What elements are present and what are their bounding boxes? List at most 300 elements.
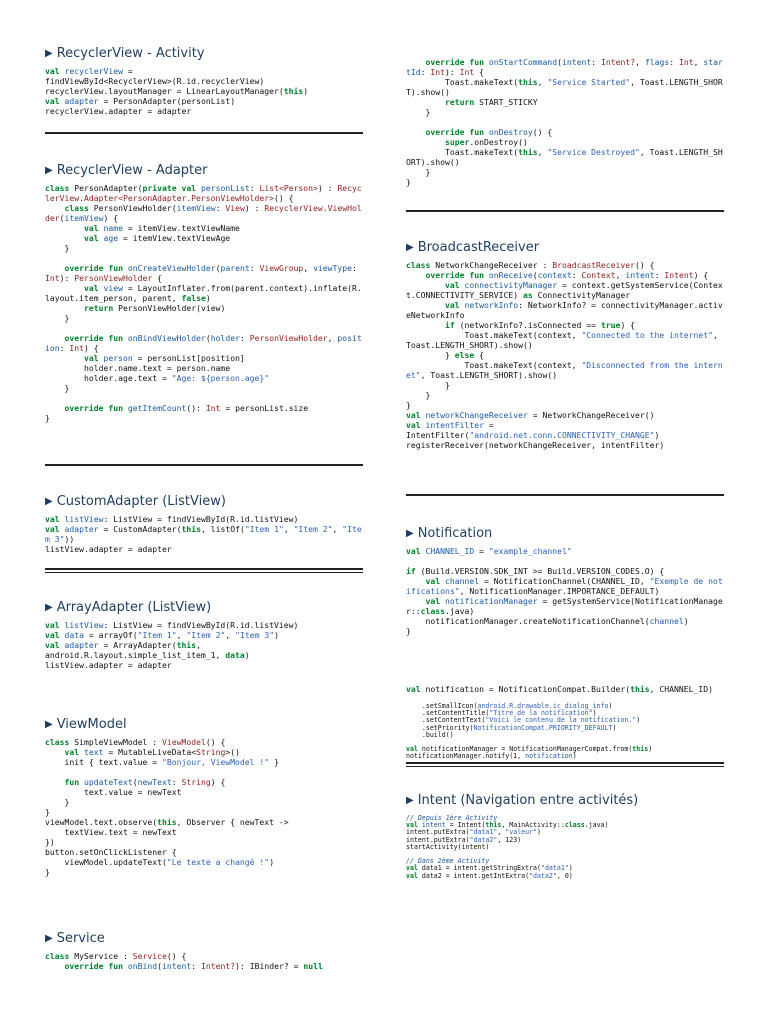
- code-token: ,: [693, 57, 704, 67]
- section-divider: [45, 132, 363, 134]
- triangle-bullet-icon: ▶: [45, 48, 53, 59]
- code-line: [45, 847, 177, 857]
- code-token: = personList.size: [220, 403, 309, 413]
- code-token: }: [406, 400, 411, 410]
- code-token: .setContentTitle(: [406, 709, 490, 718]
- code-token: ) {: [620, 320, 636, 330]
- code-line: [45, 303, 225, 313]
- code-token: }: [45, 313, 70, 323]
- code-token: = context.getSystemService(Context.CONNECTIVITY_SERVICE): [406, 280, 723, 300]
- code-token: }: [45, 383, 70, 393]
- code-token: Int: [205, 403, 221, 413]
- code-block: [406, 260, 724, 450]
- code-line: [406, 320, 635, 330]
- code-token: [45, 223, 84, 233]
- code-token: >(): [225, 747, 240, 757]
- code-token: flags: [644, 57, 670, 67]
- code-token: ): [537, 828, 542, 837]
- section-title: ▶ ViewModel: [45, 717, 127, 732]
- code-token: Int: [69, 343, 84, 353]
- code-token: ): [683, 616, 689, 626]
- code-token: adapter: [64, 96, 99, 106]
- code-token: :: [654, 270, 665, 280]
- code-line: [45, 96, 235, 106]
- code-token: {: [474, 67, 484, 77]
- code-token: ): [303, 86, 309, 96]
- code-line: [45, 106, 191, 116]
- section-service: [45, 931, 363, 971]
- code-token: [45, 333, 65, 343]
- code-line: [45, 203, 362, 223]
- code-token: class: [406, 260, 436, 270]
- code-token: (: [205, 333, 211, 343]
- code-token: fun: [64, 777, 84, 787]
- code-token: val: [45, 630, 65, 640]
- code-token: recyclerView: [64, 66, 123, 76]
- code-line: [45, 413, 50, 423]
- code-token: channel: [649, 616, 684, 626]
- code-token: ,: [615, 270, 626, 280]
- code-token: override fun: [64, 263, 128, 273]
- code-line: [406, 97, 538, 107]
- code-line: [45, 757, 279, 767]
- code-token: Toast.makeText(: [406, 147, 519, 157]
- code-line: [45, 630, 279, 640]
- code-token: ViewGroup: [259, 263, 304, 273]
- code-token: = ArrayAdapter(: [98, 640, 177, 650]
- code-token: false: [181, 293, 206, 303]
- code-token: }: [45, 243, 70, 253]
- code-token: () {: [166, 951, 187, 961]
- code-token: // Dans 2ème Activity: [406, 857, 490, 866]
- code-token: this: [518, 77, 538, 87]
- code-token: NetworkChangeReceiver :: [435, 260, 553, 270]
- code-token: :: [420, 67, 431, 77]
- code-token: val: [425, 576, 445, 586]
- code-line: [45, 650, 250, 660]
- code-token: Int: [459, 67, 475, 77]
- code-token: "Age: ${person.age}": [171, 373, 270, 383]
- code-line: [45, 857, 274, 867]
- code-token: view: [103, 283, 123, 293]
- code-line: [45, 524, 362, 544]
- code-line: [406, 260, 655, 270]
- section-broadcastreceiver: [406, 240, 724, 450]
- code-token: textView.text = newText: [45, 827, 177, 837]
- code-token: (: [532, 270, 538, 280]
- code-token: }: [269, 757, 279, 767]
- code-token: class: [420, 606, 445, 616]
- code-token: "valeur": [505, 828, 538, 837]
- code-token: val: [406, 821, 422, 830]
- section-service-continued: [406, 57, 724, 187]
- code-token: }: [406, 107, 431, 117]
- code-line: [45, 283, 362, 303]
- code-token: val: [406, 684, 426, 694]
- code-line: [45, 333, 362, 353]
- code-token: onBind: [127, 961, 158, 971]
- code-token: viewModel.updateText(: [45, 857, 167, 867]
- code-token: else: [454, 350, 480, 360]
- code-token: [45, 303, 84, 313]
- code-token: "Service Started": [547, 77, 631, 87]
- code-line: [45, 373, 269, 383]
- code-token: Int: [678, 57, 694, 67]
- code-token: val: [45, 640, 65, 650]
- code-token: return: [444, 97, 480, 107]
- code-token: RecyclerView.ViewHolder: [45, 203, 362, 223]
- code-token: .setContentText(: [406, 716, 486, 725]
- code-token: networkChangeReceiver: [425, 410, 528, 420]
- code-token: = getSystemService(NotificationManager::: [406, 596, 723, 616]
- code-token: , CHANNEL_ID): [649, 684, 714, 694]
- code-line: [406, 596, 723, 616]
- code-token: this: [518, 147, 538, 157]
- code-line: [45, 807, 50, 817]
- code-token: Intent: [664, 270, 694, 280]
- code-token: "Connected to the internet": [581, 330, 714, 340]
- code-block: [45, 951, 363, 971]
- code-token: recyclerView.layoutManager = LinearLayoutManager(: [45, 86, 284, 96]
- code-token: [45, 777, 65, 787]
- section-notification-builder: [406, 684, 724, 694]
- code-token: ): [648, 745, 653, 754]
- code-token: startId: [406, 57, 723, 77]
- code-token: listView: [64, 514, 104, 524]
- code-token: }: [406, 390, 431, 400]
- code-token: override fun: [425, 270, 489, 280]
- code-token: recyclerView.adapter = adapter: [45, 106, 192, 116]
- code-token: PersonViewHolder: [74, 273, 153, 283]
- code-token: this: [630, 684, 650, 694]
- code-token: data1 = intent.getStringExtra(: [421, 864, 541, 873]
- code-line: [406, 107, 430, 117]
- code-token: [406, 270, 426, 280]
- code-token: notification: [525, 752, 573, 761]
- section-title: ▶ CustomAdapter (ListView): [45, 494, 226, 509]
- code-token: [406, 576, 426, 586]
- code-token: Toast.makeText(context,: [406, 360, 582, 370]
- code-token: registerReceiver(networkChangeReceiver, intentFilter): [406, 440, 665, 450]
- code-token: .onDestroy(): [469, 137, 528, 147]
- code-line: [45, 223, 240, 233]
- code-token: listView.adapter = adapter: [45, 660, 172, 670]
- code-token: ): [572, 752, 577, 761]
- code-token: person: [103, 353, 133, 363]
- code-token: }: [406, 177, 411, 187]
- code-token: [45, 961, 65, 971]
- code-token: }: [45, 807, 50, 817]
- code-token: = itemView.textViewAge: [118, 233, 231, 243]
- code-token: adapter: [64, 524, 99, 534]
- code-token: intent: [625, 270, 655, 280]
- code-token: onCreateViewHolder: [127, 263, 216, 273]
- code-token: val: [83, 233, 104, 243]
- code-token: Service: [132, 951, 167, 961]
- code-token: (Build.VERSION.SDK_INT >= Build.VERSION_CODES.O) {: [420, 566, 665, 576]
- code-line: [45, 961, 323, 971]
- section-arrayadapter: [45, 600, 363, 670]
- code-token: ,: [225, 630, 236, 640]
- code-line: [45, 737, 225, 747]
- code-token: this: [283, 86, 304, 96]
- code-token: :: [239, 333, 250, 343]
- section-notification-builder-chain: [406, 703, 724, 761]
- code-token: ) {: [693, 270, 709, 280]
- code-token: ): [244, 650, 250, 660]
- code-token: onStartCommand: [488, 57, 558, 67]
- code-line: [406, 330, 723, 350]
- code-token: class: [564, 821, 585, 830]
- code-token: [406, 300, 445, 310]
- code-token: = Intent(: [445, 821, 486, 830]
- code-line: [45, 544, 172, 554]
- code-token: () {: [205, 737, 226, 747]
- code-token: val: [444, 300, 465, 310]
- code-token: SimpleViewModel :: [74, 737, 162, 747]
- code-token: intent.putExtra(: [406, 835, 470, 844]
- code-token: as: [522, 290, 538, 300]
- code-token: , MainActivity::: [501, 821, 565, 830]
- code-token: [45, 353, 84, 363]
- code-line: [406, 280, 723, 300]
- section-divider: [406, 762, 724, 767]
- code-token: class: [45, 183, 75, 193]
- code-token: IntentFilter(: [406, 430, 470, 440]
- code-token: String: [196, 747, 226, 757]
- code-token: [406, 596, 426, 606]
- code-token: (: [157, 961, 162, 971]
- code-token: "data2": [529, 871, 557, 880]
- code-token: Int: [45, 273, 60, 283]
- code-token: name: [103, 223, 123, 233]
- section-intent: [406, 793, 724, 880]
- code-token: val: [83, 283, 104, 293]
- code-line: [406, 566, 664, 576]
- section-title: ▶ Notification: [406, 526, 493, 541]
- code-token: val: [406, 546, 426, 556]
- code-token: [45, 403, 65, 413]
- code-token: startActivity(intent): [406, 842, 490, 851]
- code-token: this: [632, 745, 649, 754]
- code-token: age: [103, 233, 119, 243]
- code-token: val: [406, 871, 422, 880]
- code-token: "data2": [469, 835, 498, 844]
- code-token: }: [406, 380, 450, 390]
- code-token: "Exemple de notifications": [406, 576, 723, 596]
- code-token: personList: [200, 183, 250, 193]
- code-line: [406, 350, 484, 360]
- code-token: notification = NotificationCompat.Builder(: [425, 684, 631, 694]
- code-token: (: [132, 777, 138, 787]
- code-token: val: [406, 745, 422, 754]
- code-token: = PersonAdapter(personList): [98, 96, 236, 106]
- code-token: ): [608, 702, 613, 710]
- code-token: : ListView = findViewById(R.id.listView): [103, 514, 299, 524]
- code-token: networkInfo: [464, 300, 519, 310]
- code-token: ): [654, 430, 660, 440]
- code-token: ) :: [244, 203, 265, 213]
- code-line: [45, 817, 289, 827]
- code-token: holder: [210, 333, 240, 343]
- code-token: ,: [176, 630, 187, 640]
- code-token: "data1": [469, 828, 498, 837]
- code-token: "Voici le contenu de la notification.": [485, 716, 637, 725]
- code-token: :: [215, 203, 226, 213]
- code-line: [406, 380, 450, 390]
- code-token: (networkInfo?.isConnected ==: [459, 320, 601, 330]
- code-token: val: [83, 223, 104, 233]
- code-line: [406, 616, 689, 626]
- code-block: [45, 737, 363, 877]
- triangle-bullet-icon: ▶: [406, 242, 414, 253]
- code-line: [45, 797, 69, 807]
- code-token: if: [406, 566, 421, 576]
- code-token: ): [568, 864, 573, 873]
- code-token: class: [45, 737, 75, 747]
- code-token: data: [225, 650, 245, 660]
- code-line: [406, 270, 708, 280]
- code-token: = arrayOf(: [84, 630, 138, 640]
- code-token: "Item 2": [293, 524, 333, 534]
- code-line: [406, 843, 489, 851]
- section-recyclerview-activity: [45, 46, 363, 116]
- code-token: String: [181, 777, 211, 787]
- code-line: [406, 576, 723, 596]
- code-token: adapter: [64, 640, 99, 650]
- code-block: [406, 57, 724, 187]
- code-line: [45, 76, 264, 86]
- code-token: .java): [445, 606, 475, 616]
- code-token: }: [45, 413, 50, 423]
- code-token: : NetworkInfo? = connectivityManager.activeNetworkInfo: [406, 300, 723, 320]
- code-token: findViewById<RecyclerView>(R.id.recyclerView): [45, 76, 265, 86]
- code-token: .setSmallIcon(: [406, 702, 478, 710]
- code-line: [406, 872, 573, 880]
- code-block: [45, 183, 363, 423]
- code-line: [406, 752, 577, 760]
- code-token: notificationManager: [445, 596, 538, 606]
- code-token: , 123): [497, 835, 522, 844]
- section-notification: [406, 526, 724, 636]
- code-token: intentFilter: [425, 420, 484, 430]
- code-token: = NotificationChannel(CHANNEL_ID,: [479, 576, 650, 586]
- code-token: override fun: [425, 57, 489, 67]
- code-token: , 0): [556, 871, 573, 880]
- code-token: parent: [220, 263, 250, 273]
- section-divider: [406, 494, 724, 496]
- code-line: [406, 420, 494, 430]
- code-line: [45, 827, 177, 837]
- code-token: intent: [561, 57, 592, 67]
- code-token: "Service Destroyed": [547, 147, 640, 157]
- code-token: PersonViewHolder(: [93, 203, 177, 213]
- code-line: [406, 390, 430, 400]
- code-token: "example_channel": [488, 546, 572, 556]
- code-token: Toast.makeText(context,: [406, 330, 582, 340]
- code-token: val: [45, 96, 65, 106]
- code-line: [45, 787, 181, 797]
- code-token: ViewModel: [161, 737, 206, 747]
- code-token: {: [152, 273, 162, 283]
- code-token: holder.age.text =: [45, 373, 172, 383]
- code-token: )): [64, 534, 75, 544]
- section-title: ▶ ArrayAdapter (ListView): [45, 600, 212, 615]
- code-token: = itemView.textViewName: [122, 223, 240, 233]
- code-token: RecyclerView.Adapter<PersonAdapter.PersonViewHolder>: [45, 183, 362, 203]
- code-token: return: [83, 303, 119, 313]
- code-line: [45, 640, 201, 650]
- code-token: button.setOnClickListener {: [45, 847, 177, 857]
- section-customadapter: [45, 494, 363, 554]
- code-token: context: [537, 270, 572, 280]
- code-token: }: [45, 797, 70, 807]
- code-token: itemView: [64, 213, 104, 223]
- code-token: =: [122, 66, 133, 76]
- code-token: ) :: [317, 183, 338, 193]
- code-token: [45, 747, 65, 757]
- code-token: viewType: [313, 263, 353, 273]
- code-token: }: [45, 867, 50, 877]
- code-line: [406, 57, 723, 77]
- section-title: ▶ RecyclerView - Adapter: [45, 163, 208, 178]
- code-token: init { text.value =: [45, 757, 162, 767]
- code-line: [45, 403, 308, 413]
- code-token: [406, 127, 426, 137]
- code-token: val: [45, 620, 65, 630]
- code-block: [45, 620, 363, 670]
- code-token: =: [474, 546, 489, 556]
- code-token: data: [64, 630, 84, 640]
- code-token: ConnectivityManager: [537, 290, 631, 300]
- triangle-bullet-icon: ▶: [45, 165, 53, 176]
- code-token: :: [249, 183, 260, 193]
- section-divider: [406, 210, 724, 212]
- code-token: .setPriority(: [406, 723, 474, 732]
- code-token: this: [157, 817, 177, 827]
- code-line: [45, 514, 298, 524]
- code-token: null: [303, 961, 323, 971]
- code-line: [45, 363, 230, 373]
- code-token: Intent?: [600, 57, 636, 67]
- code-token: "Le texte a changé !": [166, 857, 270, 867]
- code-token: super: [444, 137, 470, 147]
- code-token: ,: [303, 263, 314, 273]
- code-token: intent: [421, 821, 446, 830]
- code-token: this: [181, 524, 201, 534]
- code-token: "Item 1": [244, 524, 284, 534]
- code-token: (: [215, 263, 221, 273]
- code-token: if: [444, 320, 460, 330]
- section-viewmodel: [45, 717, 363, 877]
- code-token: ,: [635, 57, 645, 67]
- code-token: , Toast.LENGTH_SHORT).show(): [406, 330, 723, 350]
- code-token: ): [636, 716, 641, 725]
- code-token: }: [406, 626, 411, 636]
- code-token: ,: [327, 333, 338, 343]
- code-token: ) {: [103, 213, 119, 223]
- code-token: ): [274, 630, 279, 640]
- code-line: [406, 77, 723, 97]
- code-token: (: [557, 57, 562, 67]
- triangle-bullet-icon: ▶: [45, 719, 53, 730]
- code-token: newText: [137, 777, 172, 787]
- code-token: Context: [581, 270, 616, 280]
- code-token: Toast.makeText(: [406, 77, 519, 87]
- code-line: [45, 620, 298, 630]
- code-token: START_STICKY: [479, 97, 538, 107]
- code-token: [406, 280, 445, 290]
